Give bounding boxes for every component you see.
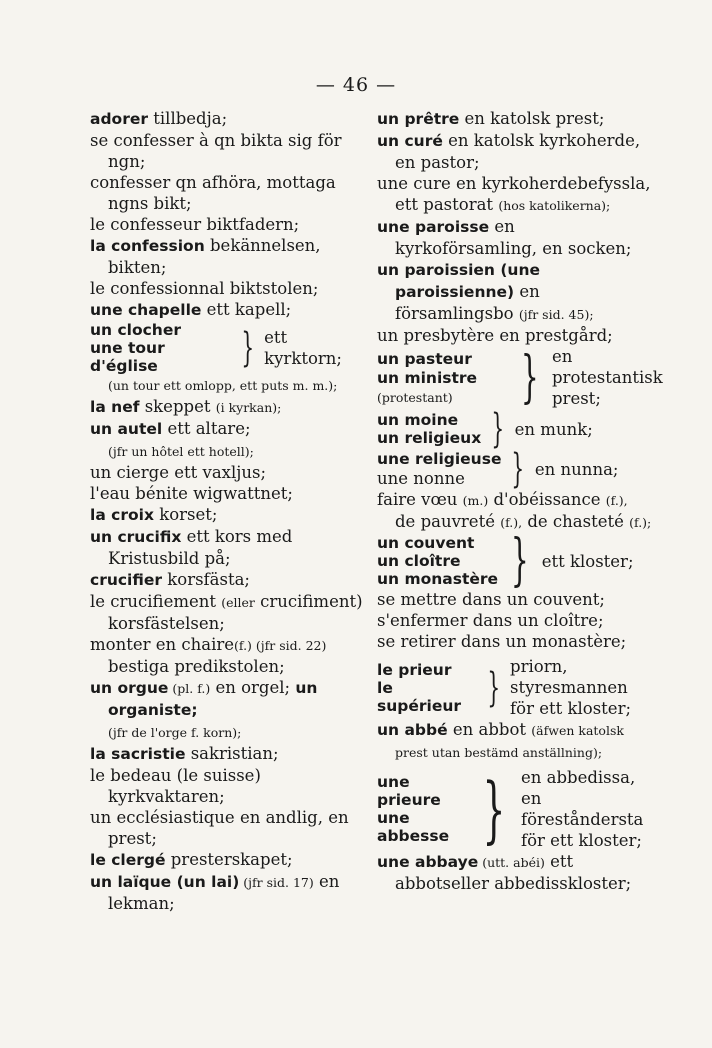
entry-text: en abbot — [447, 720, 532, 739]
translation: en protestantisk prest; — [552, 347, 663, 408]
headword: la confession — [90, 237, 205, 255]
dictionary-entry — [377, 108, 652, 130]
grammar-note: (f.), — [605, 493, 628, 508]
headword: un prêtre — [377, 110, 460, 128]
dictionary-entry — [377, 130, 652, 173]
dictionary-entry — [90, 172, 365, 214]
entry-text: en församlingsbo — [395, 282, 540, 323]
dictionary-entry — [90, 591, 365, 634]
dictionary-entry — [377, 489, 652, 533]
dictionary-entry — [377, 719, 652, 763]
dictionary-entry — [90, 396, 365, 418]
grammar-note: (äfwen katolsk prest utan bestämd anställning); — [395, 723, 624, 760]
headwords — [377, 350, 508, 406]
headword: un couvent — [377, 534, 475, 552]
entry-text: le crucifiement — [90, 592, 222, 611]
entry-text: le bedeau (le suisse) kyrkvaktaren; — [90, 766, 261, 806]
entry-text: skeppet — [139, 397, 216, 416]
dictionary-entry — [90, 130, 365, 172]
entries-block — [90, 396, 365, 914]
headwords — [90, 321, 231, 375]
headword: un clocher — [90, 321, 181, 339]
grammar-note: (hos katolikerna); — [498, 198, 611, 213]
entries-block — [377, 851, 652, 894]
dictionary-entry — [90, 677, 365, 721]
dictionary-entry — [90, 743, 365, 765]
headword: un religieux — [377, 429, 482, 447]
dictionary-entry — [90, 235, 365, 278]
entries-block — [377, 489, 652, 533]
entry-text: presterskapet; — [165, 850, 293, 869]
entry-group-prieur — [377, 656, 652, 719]
headword: le clergé — [90, 851, 166, 869]
dictionary-entry — [90, 462, 365, 483]
entry-text: bestiga predikstolen; — [108, 657, 285, 676]
dictionary-entry — [90, 849, 365, 871]
grammar-note: (jfr un hôtel ett hotell); — [108, 444, 254, 459]
entry-text: de chasteté — [522, 512, 630, 531]
entry-text: sakristian; — [185, 744, 279, 763]
entry-text: se retirer dans un monastère; — [377, 632, 627, 651]
brace: } — [510, 528, 529, 593]
entry-group-moine — [377, 406, 652, 452]
dictionary-entry — [90, 483, 365, 504]
brace: } — [521, 344, 540, 410]
entry-text: bekännelsen, bikten; — [108, 236, 321, 277]
dictionary-entry — [90, 634, 365, 677]
grammar-note: (m.) — [462, 493, 489, 508]
dictionary-entry — [90, 569, 365, 591]
entry-group-clocher — [90, 321, 365, 375]
entry-text: s'enfermer dans un cloître; — [377, 611, 604, 630]
dictionary-entry — [90, 765, 365, 807]
entry-text: d'obéissance — [488, 490, 606, 509]
grammar-note: (f.); — [629, 515, 652, 530]
headwords — [377, 773, 467, 845]
dictionary-entry — [377, 216, 652, 259]
headword: un monastère — [377, 570, 499, 588]
dictionary-entry — [90, 440, 365, 462]
dictionary-entry — [90, 871, 365, 914]
entry-text: tillbedja; — [148, 109, 228, 128]
headword: un abbé — [377, 721, 448, 739]
entries-block — [377, 589, 652, 652]
headword: un laïque (un lai) — [90, 873, 240, 891]
translation: ett kyrktorn; — [264, 328, 342, 368]
dictionary-entry — [90, 504, 365, 526]
entry-text: une cure en kyrkoherdebefyssla, ett pastorat — [377, 174, 651, 214]
brace: } — [482, 767, 506, 851]
entry-text: ett kapell; — [201, 300, 292, 319]
dictionary-entry — [377, 259, 652, 325]
headword: une prieure — [377, 773, 441, 809]
grammar-note: (jfr de l'orge f. korn); — [108, 725, 242, 740]
entry-text: en katolsk prest; — [459, 109, 605, 128]
entry-text: crucifiment) korsfästelsen; — [108, 592, 363, 633]
dictionary-entry — [90, 278, 365, 299]
entry-text: l'eau bénite wigwattnet; — [90, 484, 293, 503]
grammar-note: (pl. f.) — [168, 681, 211, 696]
grammar-note: (jfr sid. 17) — [239, 875, 314, 890]
headword: un ministre — [377, 368, 478, 387]
entry-text: korset; — [153, 505, 218, 524]
dictionary-entry — [377, 851, 652, 894]
dictionary-entry — [90, 108, 365, 130]
headword: un moine — [377, 411, 459, 429]
entry-group-pasteur — [377, 344, 663, 410]
entry-text: faire vœu — [377, 490, 463, 509]
entry-text: le confessionnal biktstolen; — [90, 279, 319, 298]
headword: une chapelle — [90, 301, 202, 319]
headwords — [377, 450, 501, 489]
headword: le prieur — [377, 660, 452, 679]
note: (un tour ett omlopp, ett puts m. m.); — [108, 378, 338, 393]
dictionary-entry — [90, 418, 365, 440]
dictionary-entry — [377, 173, 652, 216]
entries-block — [90, 108, 365, 321]
entry-text: en lekman; — [108, 872, 340, 913]
headword: une religieuse — [377, 449, 502, 468]
headword: un organiste; — [108, 679, 318, 719]
headword: un paroissien (une paroissienne) — [377, 261, 540, 301]
headword: une nonne — [377, 468, 465, 488]
headword: crucifier — [90, 571, 163, 589]
brace: } — [241, 325, 254, 371]
headword: une abbesse — [377, 809, 450, 845]
dictionary-entry — [90, 526, 365, 569]
brace: } — [511, 446, 525, 492]
headword: le supérieur — [377, 678, 462, 715]
entry-text: en orgel; — [210, 678, 296, 697]
translation: en munk; — [514, 419, 593, 439]
right-column — [377, 108, 663, 894]
headword: la croix — [90, 506, 154, 524]
headword: une tour d'église — [90, 339, 165, 375]
dictionary-entry — [377, 325, 652, 346]
translation: en nunna; — [534, 459, 619, 479]
headword: un crucifix — [90, 528, 182, 546]
dictionary-entry — [377, 631, 652, 652]
entry-text: en katolsk kyrkoherde, en pastor; — [395, 131, 641, 172]
headword: un curé — [377, 132, 443, 150]
grammar-note: (utt. abéi) — [478, 855, 545, 870]
grammar-note: (i kyrkan); — [215, 400, 282, 415]
qualifier: (protestant) — [377, 389, 453, 405]
translation: en abbedissa, en föreståndersta för ett kloster; — [520, 768, 644, 850]
headword: un pasteur — [377, 349, 472, 368]
entry-text: de pauvreté — [395, 512, 501, 531]
headwords — [377, 411, 481, 447]
headword: adorer — [90, 110, 149, 128]
entry-group-prieure — [377, 767, 652, 851]
dictionary-entry — [90, 807, 365, 849]
headword: la nef — [90, 398, 140, 416]
headword: une abbaye — [377, 853, 479, 871]
headword: un cloître — [377, 552, 461, 570]
headwords — [377, 534, 498, 588]
dictionary-entry — [377, 610, 652, 631]
entry-text: korsfästa; — [162, 570, 250, 589]
dictionary-entry — [90, 721, 365, 743]
entry-text: monter en chaire — [90, 635, 235, 654]
entry-text: confesser qn afhöra, mottaga ngns bikt; — [90, 173, 336, 213]
page-number: — 46 — — [315, 74, 397, 96]
brace: } — [491, 406, 505, 452]
entry-text: un cierge ett vaxljus; — [90, 463, 267, 482]
entry-group-couvent — [377, 528, 652, 593]
translation: priorn, styresmannen för ett kloster; — [510, 657, 632, 718]
grammar-note: (f.) (jfr sid. 22) — [234, 638, 327, 653]
entries-block — [377, 108, 652, 346]
brace: } — [486, 664, 500, 711]
entry-text: le confesseur biktfadern; — [90, 215, 300, 234]
left-column — [90, 108, 365, 914]
translation: ett kloster; — [541, 551, 634, 571]
headwords — [377, 661, 477, 715]
entry-text: en kyrkoförsamling, en socken; — [395, 217, 632, 258]
entry-text: un presbytère en prestgård; — [377, 326, 613, 345]
entries-block — [377, 719, 652, 763]
dictionary-entry — [90, 214, 365, 235]
entry-group-religieuse — [377, 446, 652, 492]
grammar-note: (jfr sid. 45); — [518, 307, 594, 322]
grammar-note: (f.), — [500, 515, 523, 530]
headword: un autel — [90, 420, 163, 438]
entry-text: se mettre dans un couvent; — [377, 590, 605, 609]
entry-text: ett abbotseller abbedisskloster; — [395, 852, 632, 893]
entry-text: se confesser à qn bikta sig för ngn; — [90, 131, 342, 171]
headword: la sacristie — [90, 745, 186, 763]
entry-text: ett altare; — [162, 419, 251, 438]
entry-text: ett kors med Kristusbild på; — [108, 527, 293, 568]
headword: un orgue — [90, 679, 169, 697]
dictionary-entry — [90, 299, 365, 321]
grammar-note: (eller — [221, 595, 255, 610]
headword: une paroisse — [377, 218, 490, 236]
entry-text: un ecclésiastique en andlig, en prest; — [90, 808, 349, 848]
